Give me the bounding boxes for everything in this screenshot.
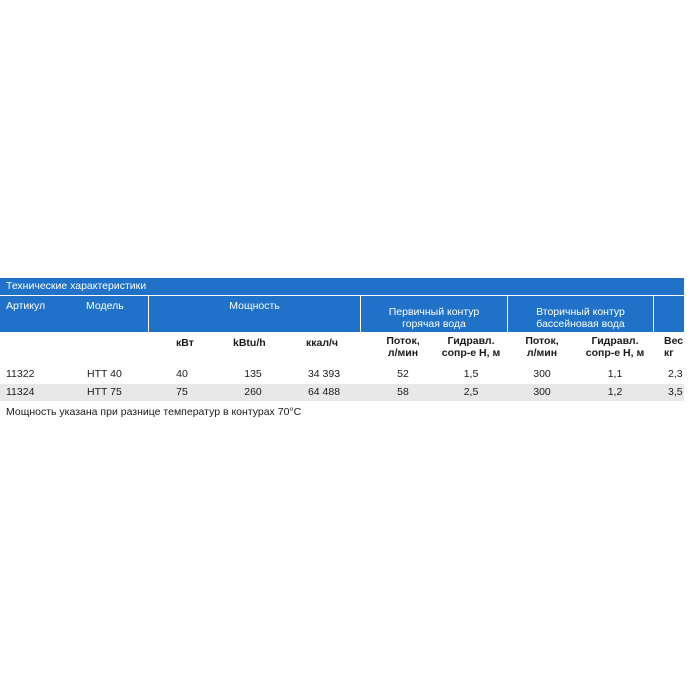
cell-flow-primary: 58: [397, 386, 409, 398]
subheader-flow-secondary-line1: Поток,: [525, 335, 559, 347]
cell-kbtu: 260: [244, 386, 262, 398]
header-article: Артикул: [6, 300, 46, 312]
table-title: Технические характеристики: [0, 278, 684, 295]
subheader-weight-line1: Вес: [664, 335, 684, 347]
subheader-kw: кВт: [176, 337, 194, 349]
table-row: [0, 366, 684, 383]
header-power: Мощность: [149, 296, 360, 332]
cell-article: 11324: [6, 386, 35, 398]
footnote: Мощность указана при разнице температур в контурах 70°C: [6, 406, 302, 418]
header-article-model-block: [0, 296, 148, 332]
cell-hydraulic-primary: 2,5: [463, 386, 479, 398]
subheader-flow-primary-line2: л/мин: [387, 347, 419, 359]
cell-hydraulic-primary: 1,5: [463, 368, 479, 380]
cell-kbtu: 135: [244, 368, 262, 380]
table-row: [0, 384, 684, 401]
header-secondary-circuit: [508, 296, 653, 332]
subheader-kcal: ккал/ч: [306, 337, 339, 349]
subheader-kbtu: kBtu/h: [233, 337, 266, 349]
subheader-weight-line2: кг: [664, 347, 674, 359]
subheader-hydraulic-primary: [436, 335, 506, 359]
header-primary-circuit: [361, 296, 507, 332]
subheader-weight: [664, 335, 684, 359]
cell-flow-secondary: 300: [533, 386, 551, 398]
cell-hydraulic-secondary: 1,2: [607, 386, 623, 398]
cell-kw: 40: [176, 368, 188, 380]
subheader-hydraulic-secondary-line1: Гидравл.: [591, 335, 639, 347]
header-primary-line1: Первичный контур: [388, 306, 480, 318]
subheader-flow-primary: [378, 335, 428, 359]
subheader-flow-secondary-line2: л/мин: [526, 347, 558, 359]
header-secondary-line1: Вторичный контур: [536, 306, 625, 318]
cell-weight: 3,5: [668, 386, 683, 398]
cell-flow-primary: 52: [397, 368, 409, 380]
header-secondary-line2: бассейновая вода: [536, 318, 625, 330]
subheader-flow-primary-line1: Поток,: [386, 335, 420, 347]
header-primary-line2: горячая вода: [402, 318, 466, 330]
subheader-hydraulic-secondary: [580, 335, 650, 359]
cell-model: HTT 75: [87, 386, 122, 398]
cell-flow-secondary: 300: [533, 368, 551, 380]
subheader-flow-secondary: [517, 335, 567, 359]
cell-weight: 2,3: [668, 368, 683, 380]
cell-article: 11322: [6, 368, 35, 380]
cell-hydraulic-secondary: 1,1: [607, 368, 623, 380]
cell-model: HTT 40: [87, 368, 122, 380]
header-model: Модель: [86, 300, 124, 312]
subheader-hydraulic-secondary-line2: сопр-е Н, м: [585, 347, 645, 359]
subheader-hydraulic-primary-line1: Гидравл.: [447, 335, 495, 347]
header-weight-block: [654, 296, 684, 332]
cell-kcal: 34 393: [307, 368, 341, 380]
cell-kcal: 64 488: [307, 386, 341, 398]
cell-kw: 75: [176, 386, 188, 398]
subheader-hydraulic-primary-line2: сопр-е Н, м: [441, 347, 501, 359]
